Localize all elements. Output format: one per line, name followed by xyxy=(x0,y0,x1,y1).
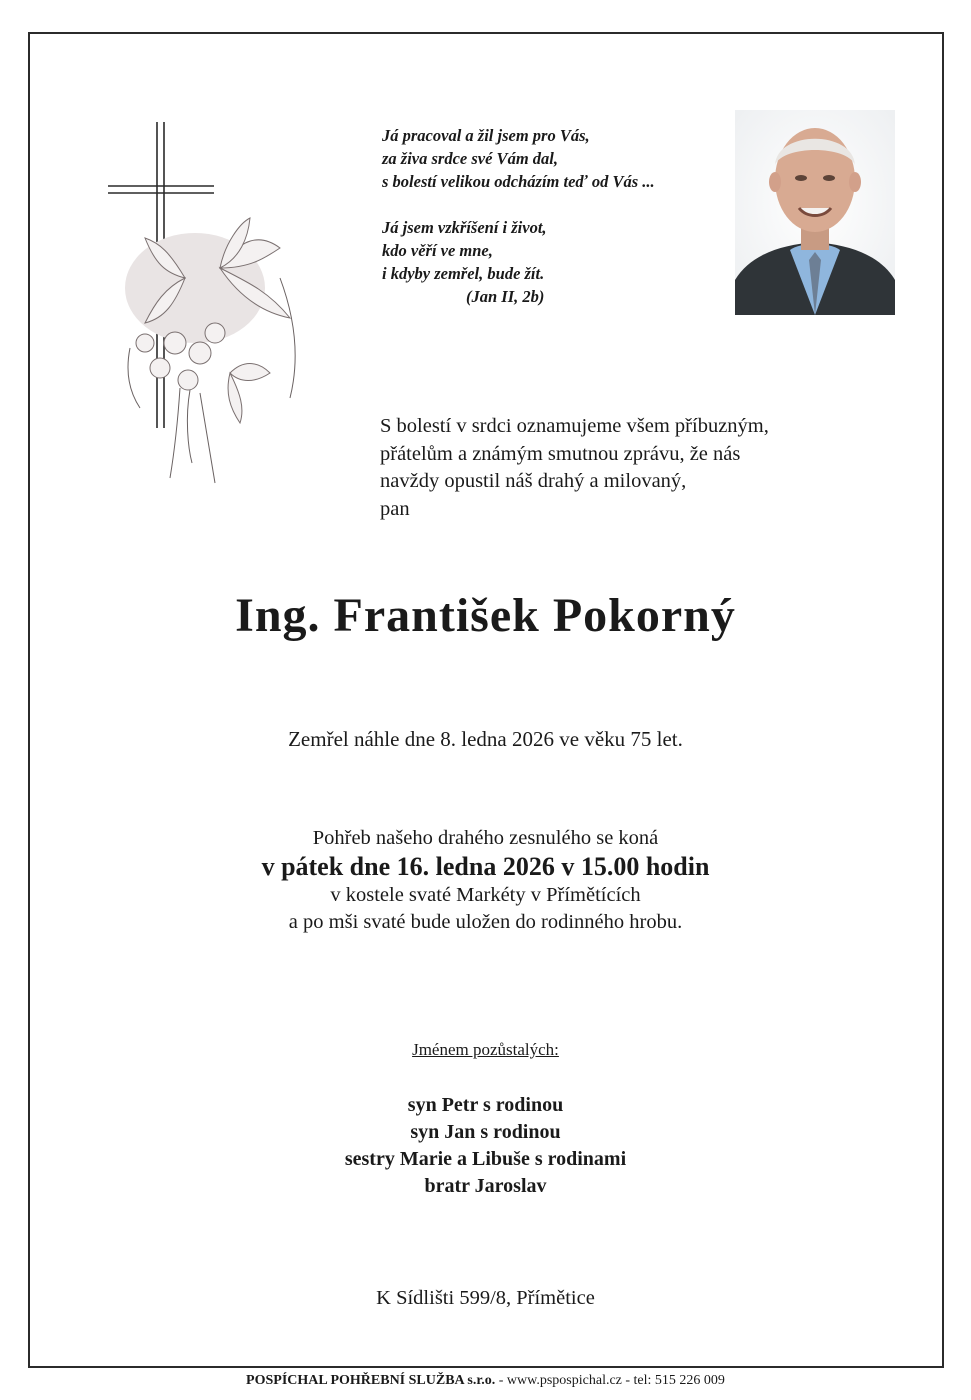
death-notice: Zemřel náhle dne 8. ledna 2026 ve věku 75 let. xyxy=(288,727,683,751)
announcement-line: pan xyxy=(380,497,410,520)
footer xyxy=(0,1373,971,1389)
footer-contact: - www.pspospichal.cz - tel: 515 226 009 xyxy=(495,1373,725,1388)
poem-stanza-2 xyxy=(382,216,655,308)
footer-company: POSPÍCHAL POHŘEBNÍ SLUŽBA s.r.o. xyxy=(246,1373,496,1388)
deceased-name: Ing. František Pokorný xyxy=(235,589,736,642)
mourner-item: syn Jan s rodinou xyxy=(410,1121,561,1143)
address: K Sídlišti 599/8, Přímětice xyxy=(376,1287,595,1309)
poem-line: s bolestí velikou odcházím teď od Vás ... xyxy=(382,172,655,191)
poem-line: Já jsem vzkříšení i život, xyxy=(382,218,547,237)
portrait-photo xyxy=(735,110,895,315)
mourners-list xyxy=(0,1092,971,1200)
poem-line: Já pracoval a žil jsem pro Vás, xyxy=(382,126,590,145)
funeral-burial: a po mši svaté bude uložen do rodinného hrobu. xyxy=(288,911,683,933)
poem-line: kdo věří ve mne, xyxy=(382,241,493,260)
funeral-place: v kostele svaté Markéty v Přímětících xyxy=(330,884,641,906)
mourner-item: bratr Jaroslav xyxy=(424,1175,547,1197)
mourner-item: syn Petr s rodinou xyxy=(407,1094,564,1116)
poem-stanza-1 xyxy=(382,124,655,193)
poem xyxy=(382,124,655,308)
announcement-line: navždy opustil náš drahý a milovaný, xyxy=(380,470,687,492)
funeral-intro: Pohřeb našeho drahého zesnulého se koná xyxy=(312,827,659,849)
announcement-line: S bolestí v srdci oznamujeme všem příbuzným, xyxy=(380,415,769,437)
poem-line: i kdyby zemřel, bude žít. xyxy=(382,264,545,283)
poem-line: za živa srdce své Vám dal, xyxy=(382,149,558,168)
announcement-line: přátelům a známým smutnou zprávu, že nás xyxy=(380,442,741,465)
cross-with-lilies-icon xyxy=(100,118,315,503)
announcement xyxy=(380,413,769,523)
funeral-info xyxy=(0,825,971,936)
poem-citation: (Jan II, 2b) xyxy=(466,287,545,306)
mourner-item: sestry Marie a Libuše s rodinami xyxy=(344,1148,627,1170)
funeral-datetime: v pátek dne 16. ledna 2026 v 15.00 hodin xyxy=(261,852,710,881)
mourners-title: Jménem pozůstalých: xyxy=(412,1040,559,1059)
